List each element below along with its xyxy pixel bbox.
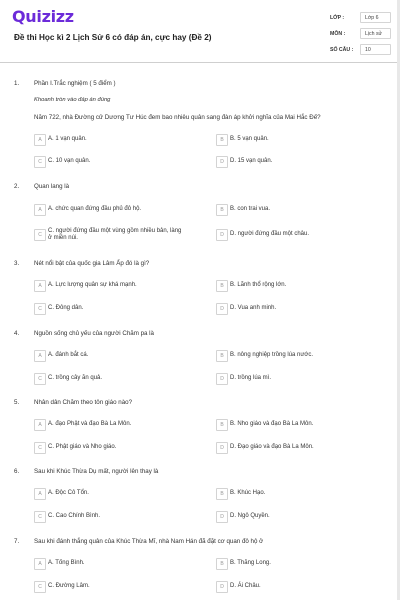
option-text: C. Đường Lâm.: [48, 582, 90, 589]
option-text: D. Đạo giáo và đạo Bà La Môn.: [230, 443, 314, 450]
option-letter-box: A: [34, 419, 46, 431]
meta-row-question-count: [330, 44, 392, 60]
worksheet-header: [0, 0, 400, 63]
question-text: Sau khi đánh thắng quân của Khúc Thừa Mĩ, nhà Nam Hán đã đặt cơ quan đô hộ ở: [34, 538, 264, 545]
worksheet-title: Đề thi Học kì 2 Lịch Sử 6 có đáp án, cực hay (Đề 2): [14, 33, 212, 42]
question-number: 3.: [14, 260, 20, 267]
option-letter-box: B: [216, 558, 228, 570]
option-letter-box: A: [34, 134, 46, 146]
meta-value-box: Lớp 6: [360, 12, 391, 23]
question-text: Quan lang là: [34, 183, 70, 190]
option-text: D. 15 vạn quân.: [230, 157, 273, 164]
option-text: C. Cao Chính Bình.: [48, 512, 101, 519]
option-letter-box: A: [34, 280, 46, 292]
question-text: Nhân dân Chăm theo tôn giáo nào?: [34, 399, 133, 406]
option-letter-box: D: [216, 156, 228, 168]
option-text: B. nông nghiệp trồng lúa nước.: [230, 351, 314, 358]
meta-label: LỚP :: [330, 15, 345, 21]
option-text: C. 10 vạn quân.: [48, 157, 91, 164]
option-letter-box: D: [216, 303, 228, 315]
option-text: C. người đứng đầu một vùng gồm nhiều bản, làng ở miền núi.: [48, 228, 182, 241]
option-letter-box: C: [34, 581, 46, 593]
option-letter-box: B: [216, 419, 228, 431]
option-text: B. Khúc Hạo.: [230, 489, 266, 496]
option-text: D. người đứng đầu một châu.: [230, 230, 310, 237]
option-text: A. Độc Cô Tổn.: [48, 489, 89, 496]
option-letter-box: A: [34, 204, 46, 216]
option-letter-box: C: [34, 442, 46, 454]
meta-value-box: 10: [360, 44, 391, 55]
option-letter-box: A: [34, 558, 46, 570]
question-text: Nét nổi bật của quốc gia Lâm Ấp đó là gì?: [34, 260, 150, 267]
worksheet-meta: [330, 12, 392, 60]
option-text: B. Thăng Long.: [230, 559, 271, 566]
option-text: A. đạo Phật và đạo Bà La Môn.: [48, 420, 132, 427]
meta-row-subject: [330, 28, 392, 44]
option-letter-box: C: [34, 373, 46, 385]
meta-row-grade: [330, 12, 392, 28]
question-number: 4.: [14, 330, 20, 337]
option-letter-box: B: [216, 488, 228, 500]
option-letter-box: D: [216, 373, 228, 385]
option-text: A. đánh bắt cá.: [48, 351, 89, 358]
option-text: B. Nho giáo và đạo Bà La Môn.: [230, 420, 314, 427]
option-text: B. Lãnh thổ rộng lớn.: [230, 281, 287, 288]
question-text: Sau khi Khúc Thừa Dụ mất, người lên thay là: [34, 468, 159, 475]
option-letter-box: C: [34, 511, 46, 523]
option-text: B. 5 vạn quân.: [230, 135, 269, 142]
option-text: D. trồng lúa mì.: [230, 374, 272, 381]
option-text: A. chức quan đứng đầu phủ đô hộ.: [48, 205, 142, 212]
option-text: C. trồng cây ăn quả.: [48, 374, 103, 381]
meta-label: MÔN :: [330, 31, 346, 37]
question-number: 2.: [14, 183, 20, 190]
option-letter-box: B: [216, 204, 228, 216]
question-text: Phần I.Trắc nghiệm ( 5 điểm ): [34, 80, 116, 87]
option-letter-box: C: [34, 303, 46, 315]
option-letter-box: B: [216, 134, 228, 146]
option-letter-box: A: [34, 350, 46, 362]
meta-label: SỐ CÂU :: [330, 47, 354, 53]
meta-value-box: Lịch sử: [360, 28, 391, 39]
question-text: Nguồn sống chủ yếu của người Chăm pa là: [34, 330, 154, 337]
option-text: A. Tống Bình.: [48, 559, 85, 566]
question-number: 6.: [14, 468, 20, 475]
option-text: A. Lực lượng quân sự khá mạnh.: [48, 281, 137, 288]
question-instruction: Khoanh tròn vào đáp án đúng: [34, 97, 111, 103]
option-text: B. con trai vua.: [230, 205, 271, 212]
question-number: 7.: [14, 538, 20, 545]
option-letter-box: A: [34, 488, 46, 500]
option-letter-box: D: [216, 442, 228, 454]
option-text: A. 1 vạn quân.: [48, 135, 87, 142]
option-letter-box: C: [34, 156, 46, 168]
question-prompt: Năm 722, nhà Đường cử Dương Tư Húc đem bao nhiêu quân sang đàn áp khởi nghĩa của Mai Hắc Đế?: [34, 114, 321, 121]
option-text: D. Ái Châu.: [230, 582, 261, 589]
question-number: 5.: [14, 399, 20, 406]
option-text: C. Phật giáo và Nho giáo.: [48, 443, 117, 450]
option-letter-box: D: [216, 229, 228, 241]
option-text: D. Ngô Quyền.: [230, 512, 270, 519]
quizizz-logo: Quizizz: [12, 7, 74, 26]
question-number: 1.: [14, 80, 20, 87]
option-text: C. Đông dân.: [48, 304, 84, 311]
option-letter-box: D: [216, 581, 228, 593]
option-letter-box: D: [216, 511, 228, 523]
option-letter-box: B: [216, 280, 228, 292]
option-text: D. Vua anh minh.: [230, 304, 277, 311]
option-letter-box: B: [216, 350, 228, 362]
option-letter-box: C: [34, 229, 46, 241]
